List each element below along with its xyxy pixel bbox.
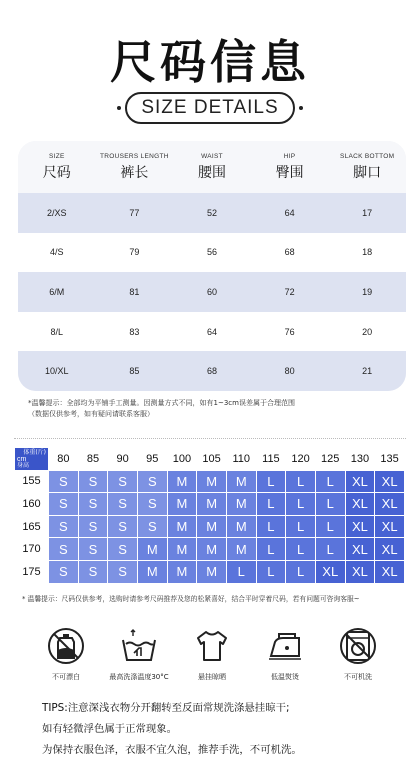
height-row bbox=[15, 493, 405, 516]
size-cell: S bbox=[108, 470, 138, 493]
header-en: WAIST bbox=[201, 152, 223, 160]
size-cell: M bbox=[226, 493, 256, 516]
size-cell: XL bbox=[375, 493, 405, 516]
corner-weight-label: 体重(斤) bbox=[23, 449, 46, 456]
size-cell: S bbox=[78, 515, 108, 538]
care-label: 低温熨烫 bbox=[271, 673, 299, 681]
size-cell: XL bbox=[375, 515, 405, 538]
size-cell: S bbox=[137, 493, 167, 516]
tip-line: 如有轻微浮色属于正常现象。 bbox=[42, 723, 178, 735]
no-machine-wash-icon bbox=[338, 626, 378, 666]
size-cell: L bbox=[315, 515, 345, 538]
size-cell: S bbox=[49, 515, 79, 538]
table-cell: 19 bbox=[362, 286, 373, 297]
table-cell: 80 bbox=[284, 366, 295, 377]
size-cell: S bbox=[108, 515, 138, 538]
tip-line: TIPS:注意深浅衣物分开翻转至反面常规洗涤悬挂晾干; bbox=[42, 702, 290, 714]
weight-header-cell: 90 bbox=[108, 448, 138, 471]
size-cell: M bbox=[167, 560, 197, 583]
table-cell: 56 bbox=[206, 247, 217, 258]
table-cell: 79 bbox=[129, 247, 140, 258]
size-cell: XL bbox=[345, 493, 375, 516]
size-cell: M bbox=[167, 470, 197, 493]
measurement-note-line: （数据仅供参考，如有疑问请联系客服） bbox=[28, 410, 154, 418]
size-cell: M bbox=[197, 470, 227, 493]
size-cell: S bbox=[108, 538, 138, 561]
size-cell: M bbox=[226, 515, 256, 538]
header-zh: 脚口 bbox=[353, 164, 382, 181]
size-cell: L bbox=[286, 560, 316, 583]
size-cell: XL bbox=[345, 470, 375, 493]
care-item bbox=[251, 626, 319, 682]
subtitle-wrap bbox=[0, 92, 420, 124]
header-hip bbox=[251, 141, 329, 193]
page-title: 尺码信息 bbox=[110, 35, 310, 89]
size-table bbox=[18, 141, 406, 391]
size-cell: L bbox=[286, 538, 316, 561]
size-cell: M bbox=[226, 470, 256, 493]
size-cell: L bbox=[315, 538, 345, 561]
size-table-body bbox=[18, 193, 406, 391]
size-cell: L bbox=[286, 493, 316, 516]
weight-header-cell: 135 bbox=[375, 448, 405, 471]
weight-header-cell: 85 bbox=[78, 448, 108, 471]
table-row bbox=[18, 233, 406, 273]
table-cell: 10/XL bbox=[45, 366, 69, 377]
size-cell: M bbox=[167, 538, 197, 561]
care-instructions bbox=[32, 626, 392, 682]
size-cell: XL bbox=[345, 515, 375, 538]
table-cell: 2/XS bbox=[47, 207, 67, 218]
tip-line: 为保持衣服色泽，衣服不宜久泡，推荐手洗，不可机洗。 bbox=[42, 744, 302, 756]
table-row bbox=[18, 193, 406, 233]
header-en: SIZE bbox=[48, 152, 65, 160]
size-cell: XL bbox=[375, 538, 405, 561]
washing-tips bbox=[42, 698, 302, 761]
header-en: TROUSERS LENGTH bbox=[99, 152, 169, 160]
table-cell: 21 bbox=[362, 366, 373, 377]
size-cell: XL bbox=[375, 560, 405, 583]
size-cell: S bbox=[137, 470, 167, 493]
table-cell: 68 bbox=[206, 366, 217, 377]
size-cell: L bbox=[286, 470, 316, 493]
recommendation-note: * 温馨提示：尺码仅供参考，选购时请参考尺码推荐及您的松紧喜好，结合平时穿着尺码，若有问题可咨询客服~ bbox=[22, 595, 360, 603]
size-cell: S bbox=[78, 470, 108, 493]
table-cell: 76 bbox=[284, 326, 295, 337]
size-cell: L bbox=[315, 493, 345, 516]
grid-corner bbox=[15, 448, 49, 471]
size-cell: S bbox=[49, 470, 79, 493]
table-cell: 18 bbox=[362, 247, 373, 258]
weight-header-cell: 115 bbox=[256, 448, 286, 471]
size-cell: L bbox=[256, 538, 286, 561]
size-cell: L bbox=[315, 470, 345, 493]
size-cell: S bbox=[108, 560, 138, 583]
height-header-cell: 175 bbox=[15, 560, 49, 583]
size-cell: L bbox=[286, 515, 316, 538]
table-cell: 4/S bbox=[50, 247, 64, 258]
size-cell: S bbox=[49, 493, 79, 516]
weight-header-cell: 110 bbox=[226, 448, 256, 471]
care-label: 最高洗涤温度30°C bbox=[109, 673, 169, 681]
table-cell: 68 bbox=[284, 247, 295, 258]
size-recommendation-grid bbox=[14, 447, 405, 584]
table-cell: 8/L bbox=[50, 326, 64, 337]
care-label: 不可机洗 bbox=[344, 673, 372, 681]
height-row bbox=[15, 538, 405, 561]
table-row bbox=[18, 312, 406, 352]
header-size bbox=[18, 141, 96, 193]
size-cell: M bbox=[226, 538, 256, 561]
size-cell: M bbox=[167, 515, 197, 538]
weight-header-cell: 95 bbox=[137, 448, 167, 471]
size-cell: L bbox=[226, 560, 256, 583]
table-cell: 83 bbox=[129, 326, 140, 337]
care-item bbox=[32, 626, 100, 682]
size-cell: M bbox=[197, 515, 227, 538]
weight-header-cell: 100 bbox=[167, 448, 197, 471]
size-cell: S bbox=[49, 538, 79, 561]
table-cell: 64 bbox=[206, 326, 217, 337]
size-cell: M bbox=[167, 493, 197, 516]
size-cell: XL bbox=[375, 470, 405, 493]
size-cell: M bbox=[197, 538, 227, 561]
size-cell: M bbox=[137, 560, 167, 583]
header-zh: 腰围 bbox=[197, 164, 226, 181]
size-cell: L bbox=[256, 560, 286, 583]
size-cell: M bbox=[197, 493, 227, 516]
height-header-cell: 165 bbox=[15, 515, 49, 538]
height-header-cell: 160 bbox=[15, 493, 49, 516]
size-cell: L bbox=[256, 515, 286, 538]
size-table-header bbox=[18, 141, 406, 193]
size-cell: M bbox=[137, 538, 167, 561]
table-cell: 60 bbox=[206, 286, 217, 297]
low-iron-icon bbox=[265, 626, 305, 666]
size-cell: S bbox=[78, 538, 108, 561]
weight-header-cell: 80 bbox=[49, 448, 79, 471]
size-cell: L bbox=[256, 493, 286, 516]
size-cell: M bbox=[197, 560, 227, 583]
size-cell: S bbox=[137, 515, 167, 538]
height-row bbox=[15, 515, 405, 538]
header-slack-bottom bbox=[328, 141, 406, 193]
care-label: 悬挂晾晒 bbox=[198, 673, 226, 681]
table-cell: 6/M bbox=[49, 286, 65, 297]
size-cell: XL bbox=[345, 538, 375, 561]
size-cell: S bbox=[49, 560, 79, 583]
care-label: 不可漂白 bbox=[52, 673, 80, 681]
care-item bbox=[324, 626, 392, 682]
header-zh: 尺码 bbox=[42, 164, 71, 181]
weight-header-cell: 105 bbox=[197, 448, 227, 471]
table-cell: 52 bbox=[206, 207, 217, 218]
corner-height-label: 身高 bbox=[17, 461, 30, 469]
wash-30-icon bbox=[119, 626, 159, 666]
size-cell: XL bbox=[315, 560, 345, 583]
weight-header-row bbox=[15, 448, 405, 471]
table-cell: 20 bbox=[362, 326, 373, 337]
size-cell: S bbox=[78, 493, 108, 516]
header-zh: 裤长 bbox=[120, 164, 149, 181]
table-cell: 81 bbox=[129, 286, 140, 297]
height-row bbox=[15, 470, 405, 493]
corner-cm-label: cm bbox=[17, 456, 27, 463]
table-cell: 85 bbox=[129, 366, 140, 377]
table-row bbox=[18, 272, 406, 312]
table-row bbox=[18, 351, 406, 391]
section-subtitle: SIZE DETAILS bbox=[125, 92, 294, 124]
table-cell: 77 bbox=[129, 207, 140, 218]
weight-header-cell: 130 bbox=[345, 448, 375, 471]
table-cell: 64 bbox=[284, 207, 295, 218]
header-zh: 臀围 bbox=[275, 164, 304, 181]
height-header-cell: 170 bbox=[15, 538, 49, 561]
height-header-cell: 155 bbox=[15, 470, 49, 493]
size-cell: L bbox=[256, 470, 286, 493]
height-row bbox=[15, 560, 405, 583]
table-cell: 17 bbox=[362, 207, 373, 218]
care-item bbox=[105, 626, 173, 682]
size-cell: XL bbox=[345, 560, 375, 583]
measurement-note bbox=[28, 398, 295, 420]
hang-dry-icon bbox=[192, 626, 232, 666]
table-cell: 72 bbox=[284, 286, 295, 297]
no-bleach-icon bbox=[46, 626, 86, 666]
header-waist bbox=[173, 141, 251, 193]
header-en: SLACK BOTTOM bbox=[339, 152, 395, 160]
weight-header-cell: 125 bbox=[315, 448, 345, 471]
size-cell: S bbox=[108, 493, 138, 516]
header-en: HIP bbox=[283, 152, 296, 160]
divider bbox=[14, 438, 406, 439]
measurement-note-line: *温馨提示：全部均为平铺手工测量。因测量方式不同，如有1~3cm误差属于合理范围 bbox=[28, 399, 295, 407]
size-cell: S bbox=[78, 560, 108, 583]
header-trousers-length bbox=[96, 141, 174, 193]
care-item bbox=[178, 626, 246, 682]
weight-header-cell: 120 bbox=[286, 448, 316, 471]
